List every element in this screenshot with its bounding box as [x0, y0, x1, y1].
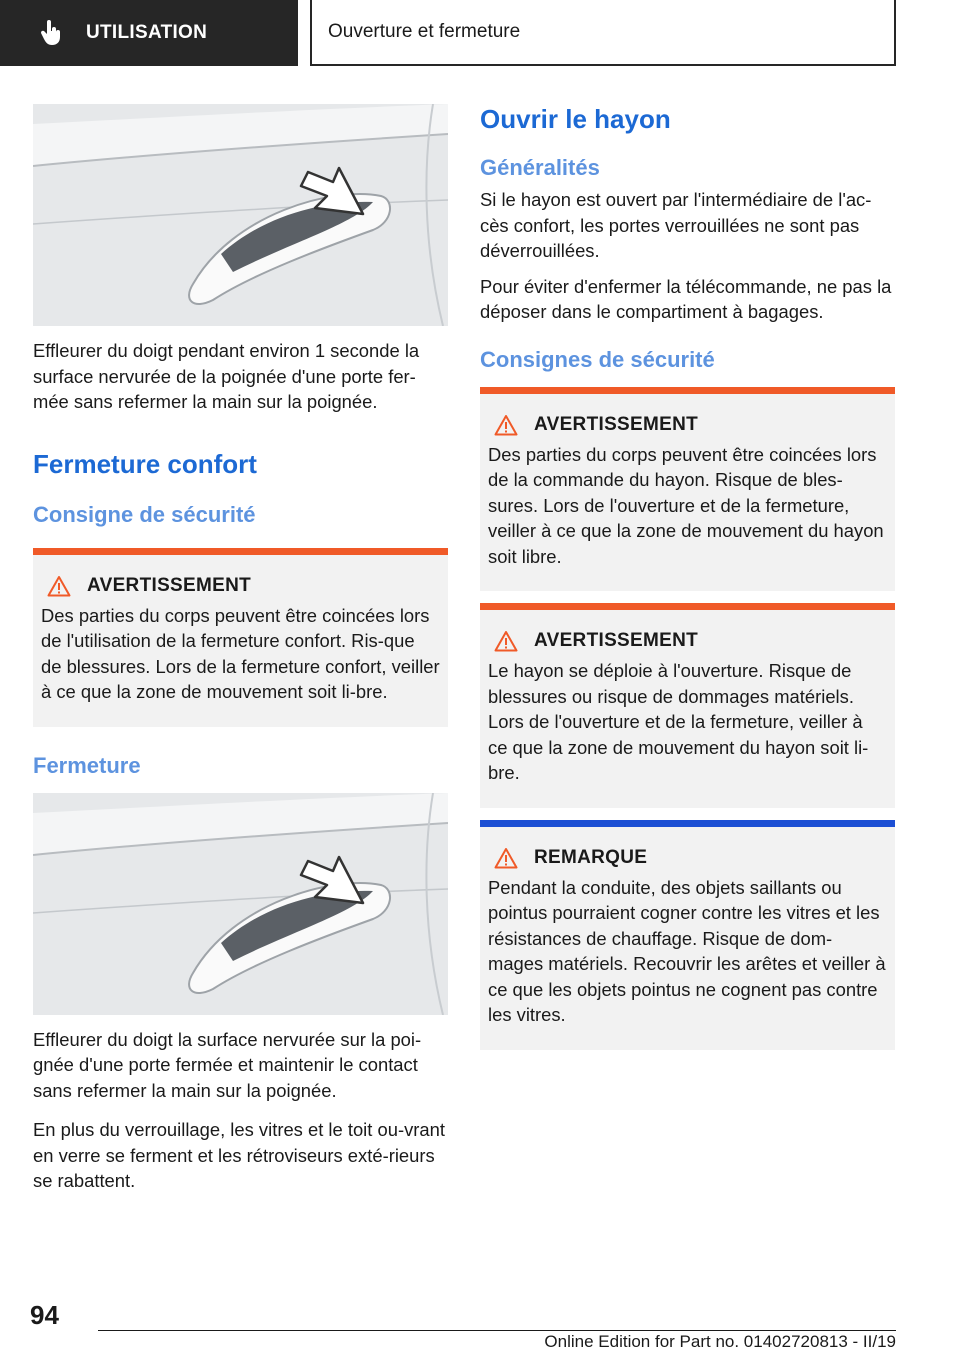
warning-triangle-icon: [494, 414, 518, 436]
warning-box-comfort: [33, 548, 448, 727]
edition-text: Online Edition for Part no. 01402720813 - II/19: [544, 1332, 896, 1351]
warning-text: Des parties du corps peuvent être coincées lors de l'utilisation de la fermeture confort. Ris-que de blessures. Lors de la fermeture confort, veiller à ce que la zone de mouvement soit li-bre.: [41, 604, 440, 702]
section-label: UTILISATION: [86, 22, 208, 43]
section-tab: [0, 0, 298, 66]
warning-title: AVERTISSEMENT: [87, 574, 252, 596]
warning-title: AVERTISSEMENT: [534, 630, 699, 651]
footer-rule: [98, 1330, 896, 1331]
subheading-safety: Consigne de sécurité: [33, 501, 256, 527]
closing-paragraph-1: Effleurer du doigt la surface nervurée sur la poi-gnée d'une porte fermée et maintenir le contact sans refermer la main sur la poignée.: [33, 1028, 422, 1101]
door-handle-illustration: [33, 104, 448, 326]
general-paragraph-2: Pour éviter d'enfermer la télécommande, ne pas la déposer dans le compartiment à bagages.: [480, 275, 892, 322]
notice-box-sharp-objects: [480, 820, 895, 1050]
intro-paragraph: Effleurer du doigt pendant environ 1 seconde la surface nervurée de la poignée d'une porte fer-mée sans refermer la main sur la poignée.: [33, 340, 420, 412]
warning-triangle-icon: [494, 630, 518, 652]
warning-triangle-icon: [47, 575, 71, 597]
page-number: 94: [30, 1300, 59, 1330]
subheading-closing: Fermeture: [33, 752, 141, 778]
notice-triangle-icon: [494, 847, 518, 869]
right-column: [480, 104, 895, 1050]
notice-text: Pendant la conduite, des objets saillants ou pointus pourraient cogner contre les vitres et les résistances de chauffage. Risque de dom-mages matériels. Recouvrir les arêtes et veiller à ce que les objets pointus ne cognent pas contre les vitres.: [488, 876, 886, 1025]
warning-text: Le hayon se déploie à l'ouverture. Risque de blessures ou risque de dommages matériels. Lors de l'ouverture et de la fermeture, veiller à ce que la zone de mouvement du hayon soit li-bre.: [488, 660, 869, 783]
heading-open-tailgate: Ouvrir le hayon: [480, 104, 671, 134]
chapter-tab: [310, 0, 896, 66]
door-handle-closing-illustration: [33, 793, 448, 1015]
general-paragraph-1: Si le hayon est ouvert par l'intermédiaire de l'ac-cès confort, les portes verrouillées ne sont pas déverrouillées.: [480, 189, 872, 261]
warning-text: Des parties du corps peuvent être coincées lors de la commande du hayon. Risque de bles-sures. Lors de l'ouverture et de la fermeture, veiller à ce que la zone de mouvement du hayon soit libre.: [488, 443, 884, 567]
chapter-title: Ouverture et fermeture: [328, 21, 521, 42]
warning-box-tailgate-deploy: [480, 603, 895, 808]
heading-comfort-closing: Fermeture confort: [33, 448, 257, 479]
warning-box-tailgate-operation: [480, 387, 895, 592]
warning-title: AVERTISSEMENT: [534, 413, 699, 435]
notice-title: REMARQUE: [534, 846, 648, 868]
subheading-general: Généralités: [480, 155, 600, 180]
closing-paragraph-2: En plus du verrouillage, les vitres et le toit ou-vrant en verre se ferment et les rétroviseurs exté-rieurs se rabattent.: [33, 1119, 445, 1191]
subheading-safety-instructions: Consignes de sécurité: [480, 346, 715, 372]
page-header: [0, 0, 960, 66]
touch-hand-icon: [40, 20, 62, 46]
left-column: [33, 104, 448, 1194]
